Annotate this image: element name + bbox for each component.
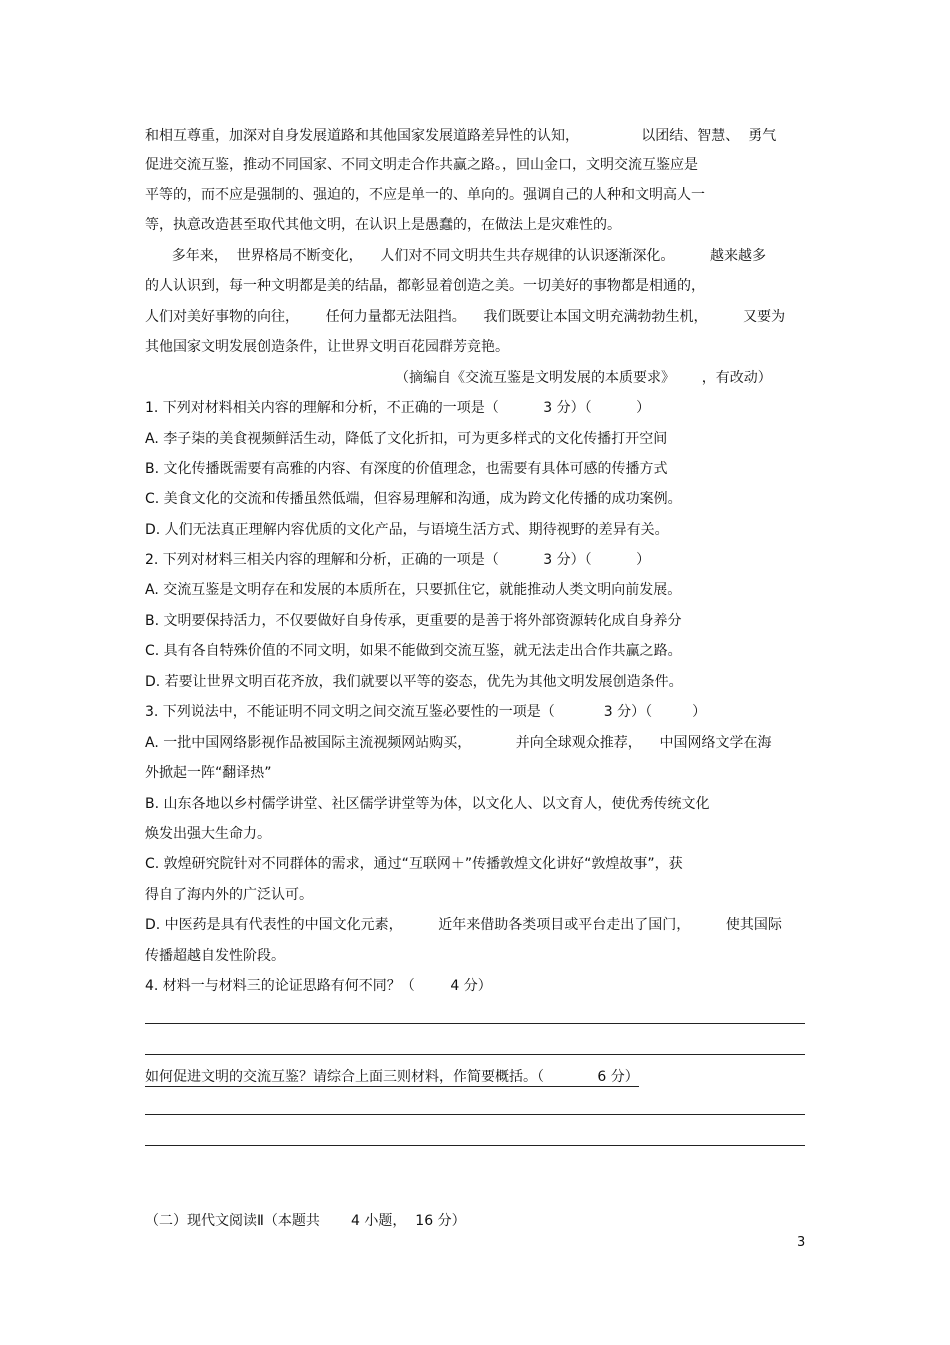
paragraph2-line-4: 其他国家文明发展创造条件，让世界文明百花园群芳竞艳。 [145, 339, 509, 355]
q3-stem: 3. 下列说法中，不能证明不同文明之间交流互鉴必要性的一项是（ 3 分）（ ） [145, 704, 707, 720]
section-heading: （二）现代文阅读Ⅱ（本题共 4 小题， 16 分） [145, 1213, 466, 1229]
page-number: 3 [797, 1235, 806, 1250]
q1-option-a: A. 李子柒的美食视频鲜活生动，降低了文化折扣，可为更多样式的文化传播打开空间 [145, 431, 668, 447]
paragraph1-line-3: 平等的，而不应是强制的、强迫的，不应是单一的、单向的。强调自己的人种和文明高人一 [145, 187, 705, 203]
q2-option-d: D. 若要让世界文明百花齐放，我们就要以平等的姿态，优先为其他文明发展创造条件。 [145, 674, 683, 690]
paragraph2-line-2: 的人认识到，每一种文明都是美的结晶，都彰显着创造之美。一切美好的事物都是相通的， [145, 278, 705, 294]
paragraph1-line-2: 促进交流互鉴，推动不同国家、不同文明走合作共赢之路。，回山金口，文明交流互鉴应是 [145, 157, 698, 173]
q3-option-c-cont: 得自了海内外的广泛认可。 [145, 887, 313, 903]
q3-option-d-cont: 传播超越自发性阶段。 [145, 948, 285, 964]
q2-option-c: C. 具有各自特殊价值的不同文明，如果不能做到交流互鉴，就无法走出合作共赢之路。 [145, 643, 682, 659]
q3-option-d: D. 中医药是具有代表性的中国文化元素， 近年来借助各类项目或平台走出了国门， 使其国际 [145, 917, 782, 933]
q1-option-c: C. 美食文化的交流和传播虽然低端，但容易理解和沟通，成为跨文化传播的成功案例。 [145, 491, 682, 507]
q3-option-a: A. 一批中国网络影视作品被国际主流视频网站购买， 并向全球观众推荐， 中国网络文学在海 [145, 735, 772, 751]
paragraph1-line-4: 等，执意改造甚至取代其他文明，在认识上是愚蠢的，在做法上是灾难性的。 [145, 217, 621, 233]
q3-option-b-cont: 焕发出强大生命力。 [145, 826, 271, 842]
q1-stem: 1. 下列对材料相关内容的理解和分析，不正确的一项是（ 3 分）（ ） [145, 400, 651, 416]
paragraph1-line-1: 和相互尊重，加深对自身发展道路和其他国家发展道路差异性的认知， 以团结、智慧、 勇气 [145, 128, 777, 144]
answer-line [145, 1114, 805, 1115]
q2-stem: 2. 下列对材料三相关内容的理解和分析，正确的一项是（ 3 分）（ ） [145, 552, 651, 568]
q3-option-a-cont: 外掀起一阵“翻译热” [145, 765, 272, 781]
source-citation: （摘编自《交流互鉴是文明发展的本质要求》 ，有改动） [395, 370, 772, 386]
answer-line [145, 1023, 805, 1024]
answer-line [145, 1145, 805, 1146]
q5-stem: 如何促进文明的交流互鉴？请综合上面三则材料，作简要概括。（ 6 分） [145, 1069, 639, 1085]
paragraph2-line-3: 人们对美好事物的向往， 任何力量都无法阻挡。 我们既要让本国文明充满勃勃生机， 又要为 [145, 309, 786, 325]
q2-option-a: A. 交流互鉴是文明存在和发展的本质所在，只要抓住它，就能推动人类文明向前发展。 [145, 582, 682, 598]
q3-option-b: B. 山东各地以乡村儒学讲堂、社区儒学讲堂等为体，以文化人、以文育人，使优秀传统文化 [145, 796, 710, 812]
q3-option-c: C. 敦煌研究院针对不同群体的需求，通过“互联网＋”传播敦煌文化讲好“敦煌故事”，获 [145, 856, 683, 872]
paragraph2-line-1: 多年来， 世界格局不断变化， 人们对不同文明共生共存规律的认识逐渐深化。 越来越多 [145, 248, 767, 264]
q4-stem: 4. 材料一与材料三的论证思路有何不同？（ 4 分） [145, 978, 492, 994]
q1-option-d: D. 人们无法真正理解内容优质的文化产品，与语境生活方式、期待视野的差异有关。 [145, 522, 669, 538]
answer-line [145, 1054, 805, 1055]
q2-option-b: B. 文明要保持活力，不仅要做好自身传承，更重要的是善于将外部资源转化成自身养分 [145, 613, 682, 629]
q1-option-b: B. 文化传播既需要有高雅的内容、有深度的价值理念，也需要有具体可感的传播方式 [145, 461, 668, 477]
